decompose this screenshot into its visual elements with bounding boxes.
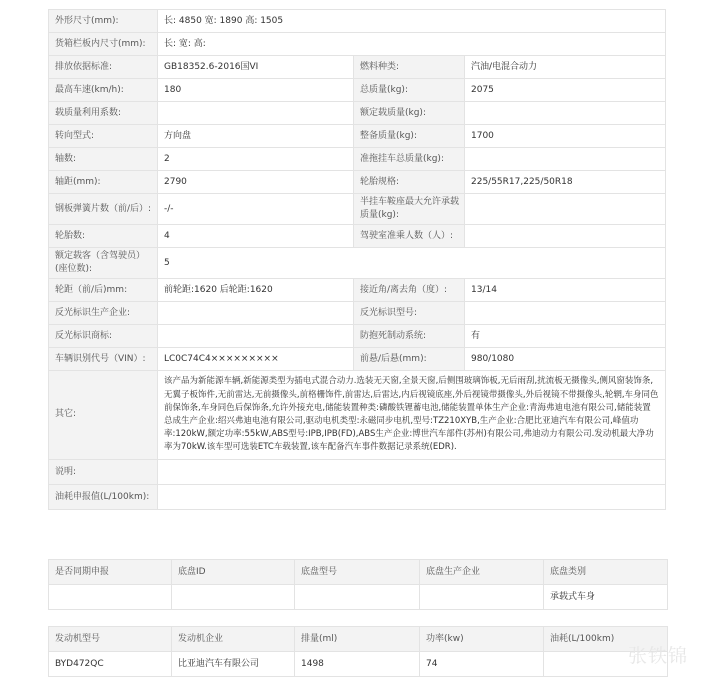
cab-label: 驾驶室准乘人数（人）: <box>354 225 465 248</box>
spec-row <box>49 279 666 302</box>
chassis-cell <box>420 585 544 610</box>
seats-value: 5 <box>158 248 666 279</box>
spec-row <box>49 460 666 485</box>
spec-row <box>49 371 666 460</box>
curb-label: 整备质量(kg): <box>354 125 465 148</box>
chassis-cell <box>295 585 420 610</box>
rated-load-label: 额定载质量(kg): <box>354 102 465 125</box>
spec-row <box>49 194 666 225</box>
spec-row <box>49 33 666 56</box>
speed-value: 180 <box>158 79 354 102</box>
spec-row <box>49 225 666 248</box>
refl-model-label: 反光标识型号: <box>354 302 465 325</box>
emission-value: GB18352.6-2016国VI <box>158 56 354 79</box>
refl-brand-label: 反光标识商标: <box>49 325 158 348</box>
note-value <box>158 460 666 485</box>
trailer-value <box>465 148 666 171</box>
saddle-label: 半挂车鞍座最大允许承载质量(kg): <box>354 194 465 225</box>
refl-brand-value <box>158 325 354 348</box>
watermark-text: 张铁锦 <box>628 645 689 667</box>
chassis-header-cell: 底盘生产企业 <box>420 560 544 585</box>
chassis-header-cell: 底盘类别 <box>544 560 668 585</box>
spec-row <box>49 485 666 510</box>
engine-cell: BYD472QC <box>49 652 172 677</box>
fuel-value: 汽油/电混合动力 <box>465 56 666 79</box>
fuel-label: 燃料种类: <box>354 56 465 79</box>
engine-header-cell: 油耗(L/100km) <box>544 627 668 652</box>
chassis-table <box>48 559 668 610</box>
tires-count-label: 轮胎数: <box>49 225 158 248</box>
spec-row <box>49 171 666 194</box>
spec-row <box>49 102 666 125</box>
fuel-cons-label: 油耗申报值(L/100km): <box>49 485 158 510</box>
spring-label: 钢板弹簧片数（前/后）: <box>49 194 158 225</box>
chassis-cell: 承载式车身 <box>544 585 668 610</box>
engine-cell: 1498 <box>295 652 420 677</box>
other-value: 该产品为新能源车辆,新能源类型为插电式混合动力.选装无天窗,全景天窗,后侧围玻璃饰板,无后雨刮,扰流板无摄像头,侧风窗装饰条,无翼子板饰件,无前雷达,无前摄像头,前格栅饰件,前雷达,后雷达,内后视镜底座,外后视镜带摄像头,外后视镜不带摄像头,轮辋,车身同色前保饰条,车身同色后保饰条,允许外接充电,储能装置种类:磷酸铁锂蓄电池,储能装置单体生产企业:青海弗迪电池有限公司,储能装置总成生产企业:绍兴弗迪电池有限公司,驱动电机类型:永磁同步电机,型号:TZ210XYB,生产企业:合肥比亚迪汽车有限公司,峰值功率:120kW,额定功率:55kW,ABS型号:IPB,IPB(FD),ABS生产企业:博世汽车部件(苏州)有限公司,弗迪动力有限公司.发动机最大净功率为70kW.该车型可选装ETC车载装置,该车配备汽车事件数据记录系统(EDR). <box>158 371 666 460</box>
saddle-value <box>465 194 666 225</box>
tire-value: 225/55R17,225/50R18 <box>465 171 666 194</box>
engine-data-row <box>49 652 668 677</box>
note-label: 说明: <box>49 460 158 485</box>
tire-label: 轮胎规格: <box>354 171 465 194</box>
rated-load-value <box>465 102 666 125</box>
speed-label: 最高车速(km/h): <box>49 79 158 102</box>
engine-header-cell: 功率(kw) <box>420 627 544 652</box>
dims-value: 长: 4850 宽: 1890 高: 1505 <box>158 10 666 33</box>
tires-count-value: 4 <box>158 225 354 248</box>
wheelbase-value: 2790 <box>158 171 354 194</box>
spring-value: -/- <box>158 194 354 225</box>
cargo-label: 货箱栏板内尺寸(mm): <box>49 33 158 56</box>
wheelbase-label: 轴距(mm): <box>49 171 158 194</box>
vin-label: 车辆识别代号（VIN）: <box>49 348 158 371</box>
engine-header-row <box>49 627 668 652</box>
total-mass-value: 2075 <box>465 79 666 102</box>
spec-row <box>49 79 666 102</box>
engine-header-cell: 发动机型号 <box>49 627 172 652</box>
angle-label: 接近角/离去角（度）: <box>354 279 465 302</box>
refl-model-value <box>465 302 666 325</box>
chassis-cell <box>49 585 172 610</box>
angle-value: 13/14 <box>465 279 666 302</box>
engine-header-cell: 排量(ml) <box>295 627 420 652</box>
chassis-header-cell: 底盘型号 <box>295 560 420 585</box>
refl-mfr-label: 反光标识生产企业: <box>49 302 158 325</box>
cab-value <box>465 225 666 248</box>
cargo-value: 长: 宽: 高: <box>158 33 666 56</box>
emission-label: 排放依据标准: <box>49 56 158 79</box>
spec-row <box>49 348 666 371</box>
chassis-header-cell: 是否同期申报 <box>49 560 172 585</box>
spec-row <box>49 148 666 171</box>
spec-row <box>49 248 666 279</box>
overhang-label: 前悬/后悬(mm): <box>354 348 465 371</box>
engine-cell: 74 <box>420 652 544 677</box>
spec-row <box>49 10 666 33</box>
track-value: 前轮距:1620 后轮距:1620 <box>158 279 354 302</box>
steering-value: 方向盘 <box>158 125 354 148</box>
chassis-cell <box>172 585 295 610</box>
steering-label: 转向型式: <box>49 125 158 148</box>
chassis-header-cell: 底盘ID <box>172 560 295 585</box>
abs-value: 有 <box>465 325 666 348</box>
fuel-cons-value <box>158 485 666 510</box>
track-label: 轮距（前/后)mm: <box>49 279 158 302</box>
dims-label: 外形尺寸(mm): <box>49 10 158 33</box>
spec-row <box>49 325 666 348</box>
engine-header-cell: 发动机企业 <box>172 627 295 652</box>
vin-value: LC0C74C4××××××××× <box>158 348 354 371</box>
engine-cell: 比亚迪汽车有限公司 <box>172 652 295 677</box>
total-mass-label: 总质量(kg): <box>354 79 465 102</box>
chassis-header-row <box>49 560 668 585</box>
load-util-value <box>158 102 354 125</box>
overhang-value: 980/1080 <box>465 348 666 371</box>
other-label: 其它: <box>49 371 158 460</box>
spec-row <box>49 125 666 148</box>
chassis-data-row <box>49 585 668 610</box>
spec-row <box>49 56 666 79</box>
load-util-label: 载质量利用系数: <box>49 102 158 125</box>
engine-table <box>48 626 668 677</box>
curb-value: 1700 <box>465 125 666 148</box>
abs-label: 防抱死制动系统: <box>354 325 465 348</box>
refl-mfr-value <box>158 302 354 325</box>
trailer-label: 准拖挂车总质量(kg): <box>354 148 465 171</box>
seats-label: 额定载客（含驾驶员）(座位数): <box>49 248 158 279</box>
axles-value: 2 <box>158 148 354 171</box>
spec-row <box>49 302 666 325</box>
axles-label: 轴数: <box>49 148 158 171</box>
vehicle-spec-table <box>48 9 666 510</box>
